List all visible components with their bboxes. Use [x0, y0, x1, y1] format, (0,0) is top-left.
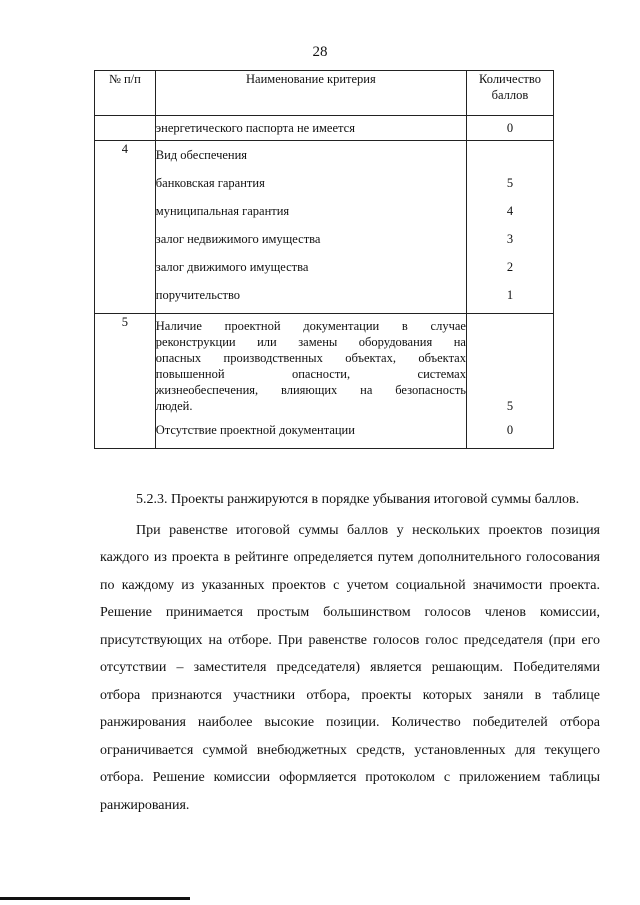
list-item: залог движимого имущества — [155, 260, 309, 274]
header-score-label: Количество баллов — [479, 72, 541, 102]
criteria-table — [94, 70, 554, 449]
criterion-4-scores — [466, 141, 553, 314]
page-number: 28 — [312, 44, 328, 60]
paragraph: При равенстве итоговой суммы баллов у нескольких проектов позиция каждого из проекта в рейтинге определяется путем дополнительного голосования по каждому из указанных проектов с учетом социальной значимости проекта. Решение принимается простым большинством голосов членов комиссии, присутствующих на отборе. При равенстве голосов голос председателя (при его отсутствии – заместителя председателя) является решающим. Победителями отбора признаются участники отбора, проекты которых заняли в таблице ранжирования наиболее высокие позиции. Количество победителей отбора ограничивается суммой внебюджетных средств, установленных для текущего отбора. Решение комиссии оформляется протоколом с приложением таблицы ранжирования. — [100, 522, 600, 813]
criterion-5-num — [95, 314, 156, 449]
table-row — [95, 141, 554, 314]
table-header-row — [95, 71, 554, 116]
table-row — [95, 116, 554, 141]
header-num — [95, 71, 156, 116]
criterion-5-line: повышенной опасности, системах — [155, 367, 466, 381]
score-value: 2 — [506, 260, 514, 274]
score-value: 1 — [506, 288, 514, 302]
score-value: 3 — [506, 232, 514, 246]
criterion-5-line: людей. — [155, 399, 193, 413]
criterion-4-num — [95, 141, 156, 314]
table-row — [95, 314, 554, 449]
score-spacer — [467, 318, 553, 398]
criterion-5-option-2: Отсутствие проектной документации — [155, 423, 355, 437]
criterion-4-num-value: 4 — [121, 142, 129, 156]
score-value: 4 — [506, 204, 514, 218]
score-spacer — [467, 141, 553, 169]
body-text — [100, 486, 600, 822]
list-item: залог недвижимого имущества — [155, 232, 321, 246]
bottom-scan-rule — [0, 897, 190, 900]
list-item: муниципальная гарантия — [155, 204, 290, 218]
criterion-5-scores — [466, 314, 553, 449]
cell-empty — [95, 116, 156, 141]
header-name — [155, 71, 466, 116]
criterion-4-title: Вид обеспечения — [155, 148, 248, 162]
criterion-5-num-value: 5 — [121, 315, 129, 329]
criterion-5-names — [155, 314, 466, 449]
criterion-5-line: опасных производственных объектах, объектах — [155, 351, 466, 365]
cell-continued-score — [466, 116, 553, 141]
criterion-5-line: Наличие проектной документации в случае — [155, 319, 466, 333]
list-item: банковская гарантия — [155, 176, 265, 190]
criterion-5-line: жизнеобеспечения, влияющих на безопасность — [155, 383, 466, 397]
criterion-5-line: реконструкции или замены оборудования на — [155, 335, 466, 349]
score-value: 5 — [506, 399, 514, 413]
header-name-label: Наименование критерия — [246, 72, 376, 86]
continued-name: энергетического паспорта не имеется — [155, 121, 355, 135]
continued-score: 0 — [506, 121, 514, 135]
score-value: 5 — [506, 176, 514, 190]
header-num-label: № п/п — [108, 72, 141, 86]
criterion-4-names — [155, 141, 466, 314]
cell-continued-name — [155, 116, 466, 141]
header-score — [466, 71, 553, 116]
paragraph: 5.2.3. Проекты ранжируются в порядке убывания итоговой суммы баллов. — [136, 492, 580, 507]
list-item: поручительство — [155, 288, 241, 302]
score-value: 0 — [506, 423, 514, 437]
